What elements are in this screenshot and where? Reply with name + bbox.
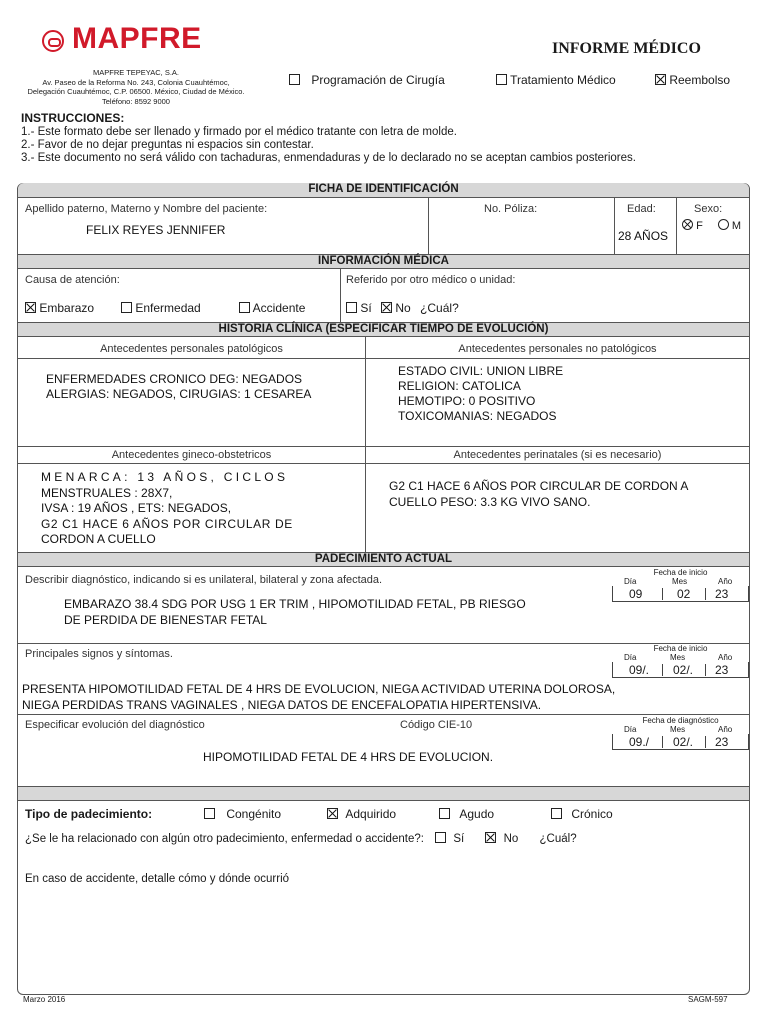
day-value: 09 xyxy=(629,587,643,601)
divider xyxy=(676,198,677,254)
date-title: Fecha de inicio xyxy=(653,568,708,577)
sex-m-radio[interactable] xyxy=(718,219,729,230)
apnp-line: RELIGION: CATOLICA xyxy=(398,379,521,393)
reembolso-checkbox[interactable] xyxy=(655,74,666,85)
section-header-info-medica: INFORMACIÓN MÉDICA xyxy=(18,254,749,269)
apnp-line: TOXICOMANIAS: NEGADOS xyxy=(398,409,557,423)
app-label: Antecedentes personales patológicos xyxy=(100,343,283,355)
patient-name-field[interactable]: FELIX REYES JENNIFER xyxy=(86,223,226,237)
referred-options xyxy=(346,301,459,315)
age-field[interactable]: 28 AÑOS xyxy=(618,229,669,243)
ago-line: MENSTRUALES : 28X7, xyxy=(41,485,173,500)
year-label: Año xyxy=(718,725,733,734)
address-line: Av. Paseo de la Reforma No. 243, Colonia Cuauhtémoc, xyxy=(42,77,230,87)
divider xyxy=(340,269,341,322)
related-question xyxy=(25,832,577,845)
apnp-line: ESTADO CIVIL: UNION LIBRE xyxy=(398,364,564,378)
section-header-historia: HISTORIA CLÍNICA (ESPECIFICAR TIEMPO DE EVOLUCIÓN) xyxy=(18,322,749,337)
tipo-cronico xyxy=(551,807,613,821)
apnp-line: HEMOTIPO: 0 POSITIVO xyxy=(398,394,536,408)
instruction-item: 3.- Este documento no será válido con tachaduras, enmendaduras y de lo declarado no se aceptan cambios posteriores. xyxy=(21,152,636,164)
month-value: 02/. xyxy=(673,663,694,677)
sex-f-label: F xyxy=(696,220,703,232)
mapfre-logo-icon xyxy=(42,30,64,52)
diagnosis-line: DE PERDIDA DE BIENESTAR FETAL xyxy=(64,613,267,627)
age-label: Edad: xyxy=(627,203,656,215)
date-title: Fecha de inicio xyxy=(653,644,708,653)
diagnosis-label: Describir diagnóstico, indicando si es unilateral, bilateral y zona afectada. xyxy=(25,574,383,586)
enfermedad-label: Enfermedad xyxy=(135,301,201,315)
section-header-blank xyxy=(18,786,749,801)
section-header-padecimiento: PADECIMIENTO ACTUAL xyxy=(18,552,749,567)
referred-cual-label: ¿Cuál? xyxy=(420,301,459,315)
related-si-label: Sí xyxy=(453,833,465,845)
accident-detail-field[interactable] xyxy=(25,890,743,985)
aper-line: G2 C1 HACE 6 AÑOS POR CIRCULAR DE CORDON A xyxy=(389,479,689,493)
date-start-1 xyxy=(612,568,749,602)
divider xyxy=(18,446,749,447)
cronico-checkbox[interactable] xyxy=(551,808,562,819)
related-no-label: No xyxy=(503,833,519,845)
tipo-congenito xyxy=(204,807,281,821)
patient-name-label: Apellido paterno, Materno y Nombre del paciente: xyxy=(25,203,268,215)
referred-label: Referido por otro médico o unidad: xyxy=(346,274,516,286)
ago-line: G2 C1 HACE 6 AÑOS POR CIRCULAR DE xyxy=(41,516,293,531)
option-tratamiento[interactable] xyxy=(496,73,616,87)
cronico-label: Crónico xyxy=(571,807,613,821)
ago-field[interactable] xyxy=(41,470,327,548)
enfermedad-checkbox[interactable] xyxy=(121,302,132,313)
company-address xyxy=(6,68,266,106)
aper-label: Antecedentes perinatales (si es necesario) xyxy=(453,449,662,461)
month-value: 02 xyxy=(677,587,691,601)
agudo-label: Agudo xyxy=(459,807,495,821)
aper-line: CUELLO PESO: 3.3 KG VIVO SANO. xyxy=(389,494,591,509)
tratamiento-checkbox[interactable] xyxy=(496,74,507,85)
signs-line: NIEGA PERDIDAS TRANS VAGINALES , NIEGA DATOS DE ENCEFALOPATIA HIPERTENSIVA. xyxy=(22,697,542,712)
diagnosis-line: EMBARAZO 38.4 SDG POR USG 1 ER TRIM , HIPOMOTILIDAD FETAL, PB RIESGO xyxy=(64,597,526,611)
signs-label: Principales signos y síntomas. xyxy=(25,648,173,660)
brand-logo-text: MAPFRE xyxy=(72,22,202,55)
month-label: Mes xyxy=(670,653,686,662)
cie10-label: Código CIE-10 xyxy=(400,719,473,731)
sex-options xyxy=(682,219,741,232)
sex-label: Sexo: xyxy=(694,203,723,215)
address-line: MAPFRE TEPEYAC, S.A. xyxy=(93,68,179,77)
footer-code: SAGM-597 xyxy=(688,995,728,1004)
cause-options xyxy=(25,301,94,315)
signs-field[interactable] xyxy=(22,682,615,713)
footer-date: Marzo 2016 xyxy=(23,995,66,1004)
instruction-item: 1.- Este formato debe ser llenado y firmado por el médico tratante con letra de molde. xyxy=(21,126,457,138)
day-value: 09/. xyxy=(629,663,650,677)
embarazo-checkbox[interactable] xyxy=(25,302,36,313)
related-no-checkbox[interactable] xyxy=(485,832,496,843)
divider xyxy=(614,198,615,254)
divider xyxy=(18,358,749,359)
adquirido-checkbox[interactable] xyxy=(327,808,338,819)
divider xyxy=(18,463,749,464)
divider xyxy=(365,337,366,552)
accidente-checkbox[interactable] xyxy=(239,302,250,313)
related-cual-label: ¿Cuál? xyxy=(539,833,577,845)
option-programacion[interactable] xyxy=(289,73,445,87)
cause-enfermedad xyxy=(121,301,201,315)
ago-line: CORDON A CUELLO xyxy=(41,532,156,546)
day-label: Día xyxy=(624,577,637,586)
policy-field[interactable] xyxy=(430,218,612,248)
instructions-title: INSTRUCCIONES: xyxy=(21,111,125,125)
agudo-checkbox[interactable] xyxy=(439,808,450,819)
app-line: ENFERMEDADES CRONICO DEG: NEGADOS xyxy=(46,372,303,386)
divider xyxy=(18,714,749,715)
related-si-checkbox[interactable] xyxy=(435,832,446,843)
referred-no-label: No xyxy=(395,301,411,315)
date-field-1[interactable] xyxy=(612,586,749,602)
programacion-checkbox[interactable] xyxy=(289,74,300,85)
ago-label: Antecedentes gineco-obstetricos xyxy=(111,449,272,461)
evolution-label: Especificar evolución del diagnóstico xyxy=(25,719,205,731)
tipo-label: Tipo de padecimiento: xyxy=(25,807,153,821)
apnp-field[interactable] xyxy=(398,364,563,424)
cause-label: Causa de atención: xyxy=(25,274,120,286)
address-line: Teléfono: 8592 9000 xyxy=(102,96,170,106)
date-title: Fecha de diagnóstico xyxy=(642,716,719,725)
year-value: 23 xyxy=(715,735,729,749)
ago-line: MENARCA: 13 AÑOS, CICLOS xyxy=(41,470,289,484)
policy-label: No. Póliza: xyxy=(484,203,538,215)
congenito-label: Congénito xyxy=(226,807,282,821)
day-label: Día xyxy=(624,725,637,734)
sex-f-radio[interactable] xyxy=(682,219,693,230)
accidente-label: Accidente xyxy=(252,301,306,315)
referred-no-checkbox[interactable] xyxy=(381,302,392,313)
congenito-checkbox[interactable] xyxy=(204,808,215,819)
instructions-list xyxy=(21,126,636,165)
day-label: Día xyxy=(624,653,637,662)
section-header-ficha: FICHA DE IDENTIFICACIÓN xyxy=(18,183,749,198)
evolution-field[interactable]: HIPOMOTILIDAD FETAL DE 4 HRS DE EVOLUCION. xyxy=(203,750,494,764)
tipo-agudo xyxy=(439,807,494,821)
year-label: Año xyxy=(718,577,733,586)
sex-m-label: M xyxy=(731,220,742,232)
signs-line: PRESENTA HIPOMOTILIDAD FETAL DE 4 HRS DE EVOLUCION, NIEGA ACTIVIDAD UTERINA DOLOROSA, xyxy=(22,682,616,696)
year-label: Año xyxy=(718,653,733,662)
instruction-item: 2.- Favor de no dejar preguntas ni espacios sin contestar. xyxy=(21,139,314,151)
year-value: 23 xyxy=(715,587,729,601)
month-label: Mes xyxy=(672,577,688,586)
adquirido-label: Adquirido xyxy=(345,807,397,821)
referred-si-label: Sí xyxy=(360,301,372,315)
app-field[interactable] xyxy=(46,372,311,402)
programacion-label: Programación de Cirugía xyxy=(311,73,445,87)
referred-si-checkbox[interactable] xyxy=(346,302,357,313)
divider xyxy=(428,198,429,254)
ago-line: IVSA : 19 AÑOS , ETS: NEGADOS, xyxy=(41,501,232,515)
diagnosis-field[interactable] xyxy=(64,596,526,628)
month-label: Mes xyxy=(670,725,686,734)
month-value: 02/. xyxy=(673,735,694,749)
cause-accidente xyxy=(239,301,305,315)
date-field-2[interactable] xyxy=(612,662,749,678)
related-question-label: ¿Se le ha relacionado con algún otro padecimiento, enfermedad o accidente?: xyxy=(25,833,424,845)
tratamiento-label: Tratamiento Médico xyxy=(510,73,616,87)
reembolso-label: Reembolso xyxy=(669,73,731,87)
date-diagnosis xyxy=(612,716,749,750)
embarazo-label: Embarazo xyxy=(39,301,95,315)
apnp-label: Antecedentes personales no patológicos xyxy=(458,343,657,355)
tipo-adquirido xyxy=(327,807,396,821)
date-field-3[interactable] xyxy=(612,734,749,750)
year-value: 23 xyxy=(715,663,729,677)
form-title: INFORME MÉDICO xyxy=(552,40,701,57)
day-value: 09./ xyxy=(629,735,650,749)
address-line: Delegación Cuauhtémoc, C.P. 06500. México, Ciudad de México. xyxy=(27,87,245,96)
app-line: ALERGIAS: NEGADOS, CIRUGIAS: 1 CESAREA xyxy=(46,387,312,401)
aper-field[interactable] xyxy=(389,479,688,510)
option-reembolso[interactable] xyxy=(655,73,730,87)
date-start-2 xyxy=(612,644,749,678)
accident-detail-label: En caso de accidente, detalle cómo y dónde ocurrió xyxy=(25,873,290,885)
